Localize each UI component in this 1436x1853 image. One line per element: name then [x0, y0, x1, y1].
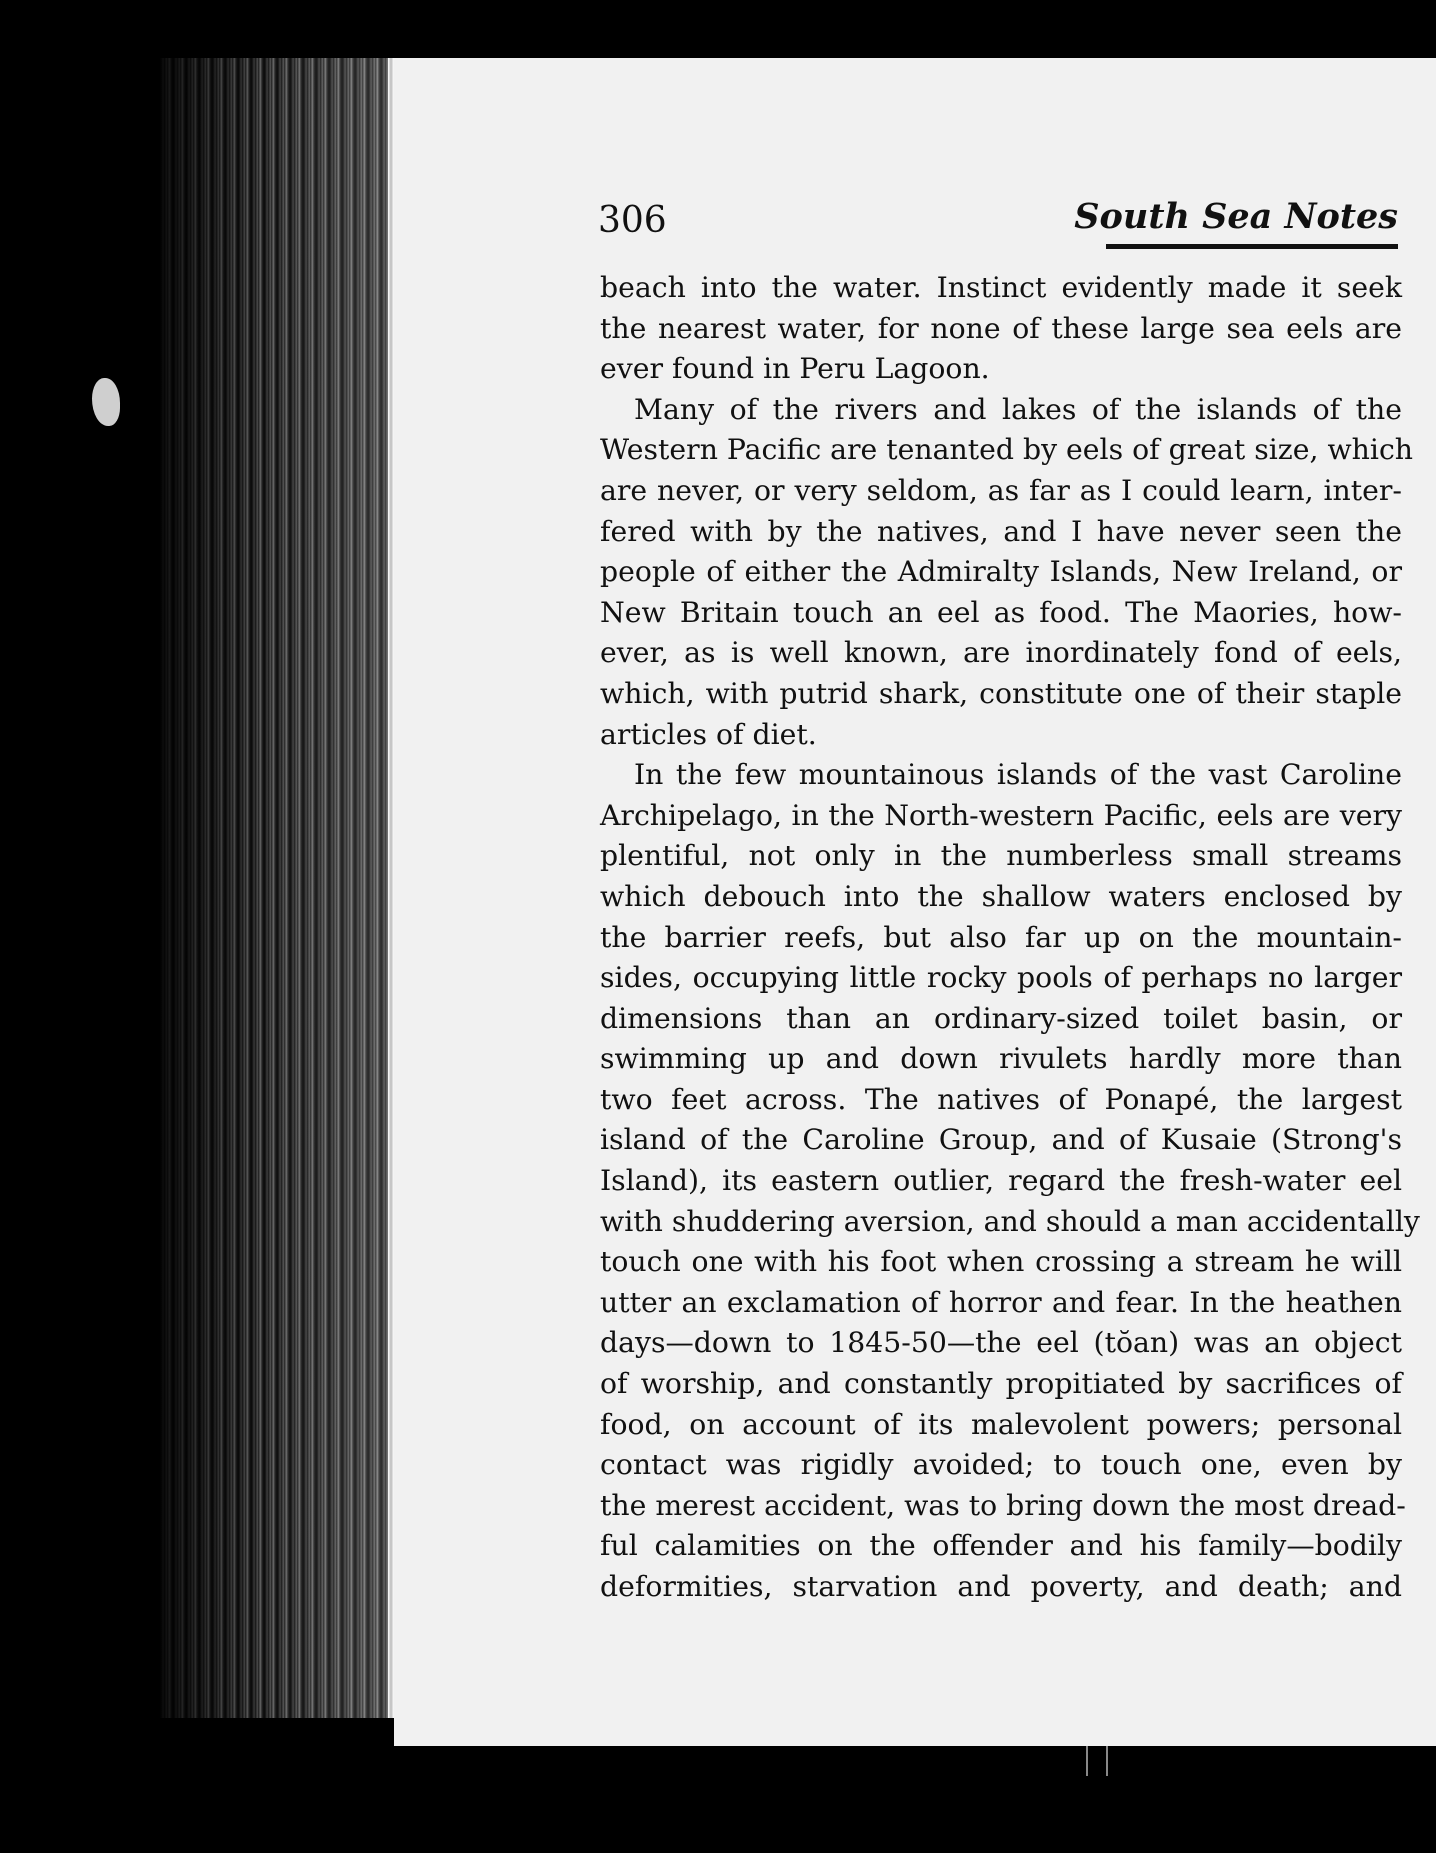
- text-line: people of either the Admiralty Islands, New Ireland, or: [600, 555, 1402, 589]
- text-line: food, on account of its malevolent powers; personal: [600, 1407, 1402, 1441]
- text-line: which debouch into the shallow waters enclosed by: [600, 879, 1402, 913]
- text-line: dimensions than an ordinary-sized toilet basin, or: [600, 1001, 1402, 1035]
- text-line: ful calamities on the offender and his family—bodily: [600, 1529, 1402, 1563]
- text-line: which, with putrid shark, constitute one of their staple: [600, 676, 1402, 710]
- page-header: [598, 196, 1398, 252]
- running-head-underline: [1106, 244, 1398, 249]
- text-line: swimming up and down rivulets hardly more than: [600, 1042, 1402, 1076]
- text-line: touch one with his foot when crossing a stream he will: [600, 1245, 1402, 1279]
- text-line: Archipelago, in the North-western Pacific, eels are very: [600, 798, 1402, 832]
- text-line: island of the Caroline Group, and of Kusaie (Strong's: [600, 1123, 1402, 1157]
- text-line: ever, as is well known, are inordinately fond of eels,: [600, 636, 1402, 670]
- text-line: contact was rigidly avoided; to touch one, even by: [600, 1448, 1402, 1482]
- running-head: South Sea Notes: [1074, 196, 1398, 237]
- text-line: Many of the rivers and lakes of the islands of the: [634, 392, 1402, 426]
- text-line: In the few mountainous islands of the vast Caroline: [634, 758, 1402, 792]
- text-line: with shuddering aversion, and should a man accidentally: [600, 1204, 1420, 1238]
- text-line: are never, or very seldom, as far as I could learn, inter-: [600, 473, 1402, 507]
- text-line: New Britain touch an eel as food. The Maories, how-: [600, 595, 1402, 629]
- text-line: beach into the water. Instinct evidently made it seek: [600, 271, 1402, 304]
- page-notch-mark: [1086, 1746, 1108, 1776]
- text-line: articles of diet.: [600, 717, 817, 751]
- page-number: 306: [598, 200, 667, 241]
- text-line: two feet across. The natives of Ponapé, the largest: [600, 1082, 1402, 1116]
- text-line: of worship, and constantly propitiated by sacrifices of: [600, 1367, 1402, 1401]
- text-line: Western Pacific are tenanted by eels of great size, which: [600, 433, 1414, 467]
- text-line: the barrier reefs, but also far up on the mountain-: [600, 920, 1402, 954]
- body-text: [600, 268, 1420, 1608]
- text-line: plentiful, not only in the numberless small streams: [600, 839, 1402, 873]
- text-line: the nearest water, for none of these large sea eels are: [600, 311, 1402, 345]
- book-page-edges: [160, 58, 395, 1718]
- text-line: sides, occupying little rocky pools of perhaps no larger: [600, 961, 1402, 995]
- scan-speck: [92, 378, 120, 426]
- text-line: Island), its eastern outlier, regard the fresh-water eel: [600, 1164, 1402, 1198]
- text-line: ever found in Peru Lagoon.: [600, 352, 990, 386]
- text-line: deformities, starvation and poverty, and death; and: [600, 1570, 1402, 1603]
- text-line: the merest accident, was to bring down the most dread-: [600, 1488, 1406, 1522]
- text-line: fered with by the natives, and I have never seen the: [600, 514, 1402, 548]
- text-line: days—down to 1845-50—the eel (tŏan) was an object: [600, 1326, 1402, 1360]
- text-line: utter an exclamation of horror and fear. In the heathen: [600, 1285, 1402, 1319]
